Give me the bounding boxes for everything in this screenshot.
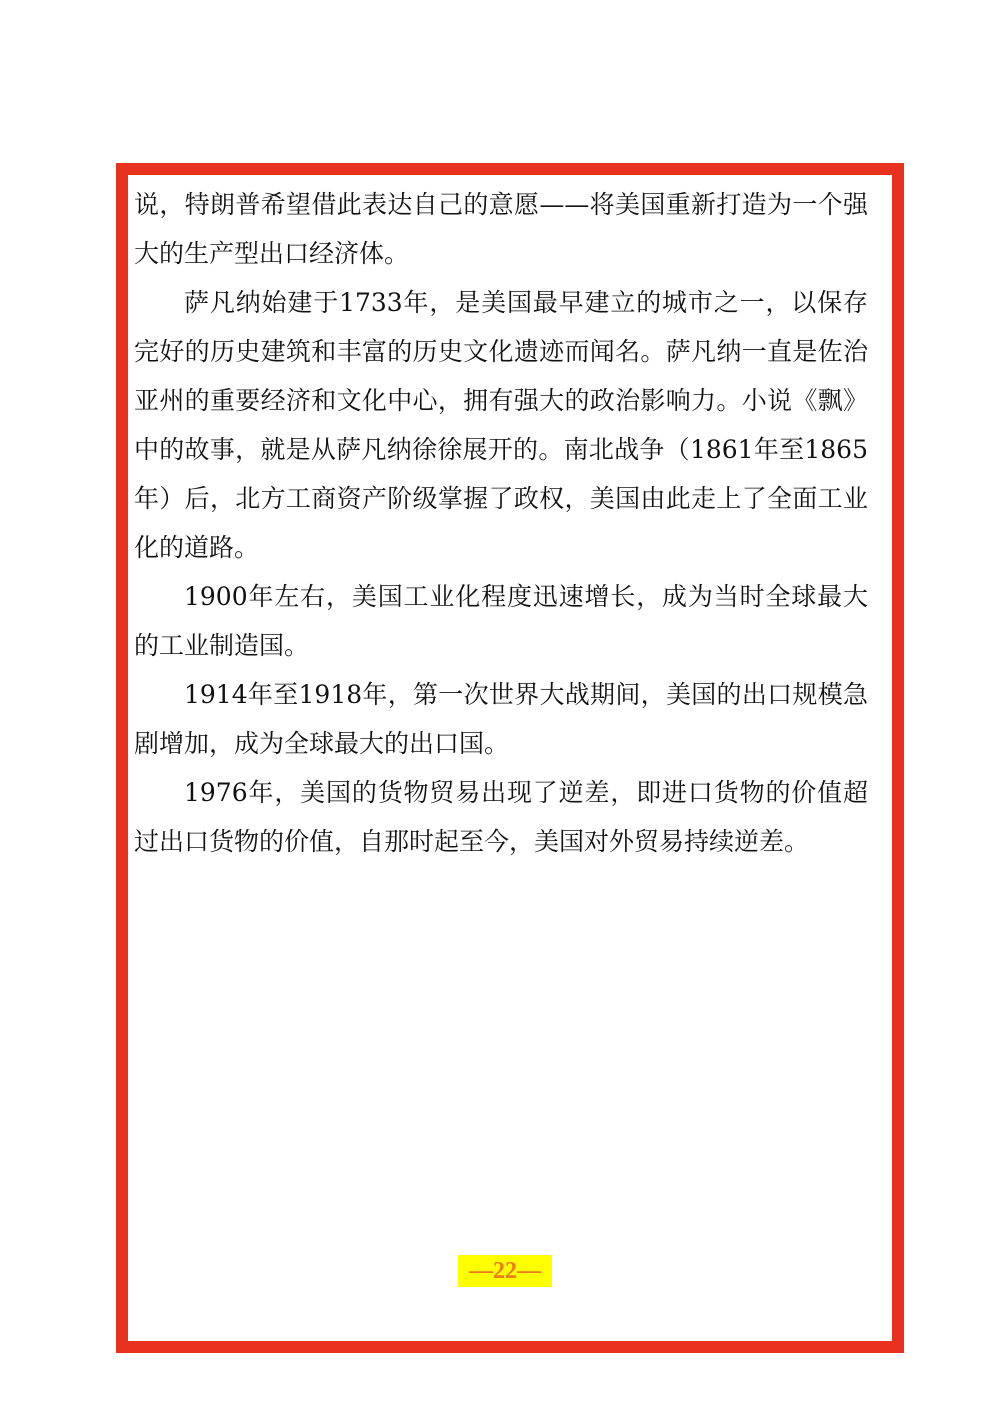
paragraph-1900: 1900年左右，美国工业化程度迅速增长，成为当时全球最大的工业制造国。 <box>134 582 868 660</box>
paragraph-1976: 1976年，美国的货物贸易出现了逆差，即进口货物的价值超过出口货物的价值，自那时起至今，美国对外贸易持续逆差。 <box>134 778 868 856</box>
paragraph-savannah: 萨凡纳始建于1733年，是美国最早建立的城市之一，以保存完好的历史建筑和丰富的历史文化遗迹而闻名。萨凡纳一直是佐治亚州的重要经济和文化中心，拥有强大的政治影响力。小说《飘》中的故事，就是从萨凡纳徐徐展开的。南北战争（1861年至1865年）后，北方工商资产阶级掌握了政权，美国由此走上了全面工业化的道路。 <box>134 288 868 562</box>
paragraph-continuation: 说，特朗普希望借此表达自己的意愿——将美国重新打造为一个强大的生产型出口经济体。 <box>134 190 868 268</box>
document-body <box>134 180 868 866</box>
page-number: —22— <box>458 1255 552 1287</box>
paragraph-1914: 1914年至1918年，第一次世界大战期间，美国的出口规模急剧增加，成为全球最大的出口国。 <box>134 680 868 758</box>
